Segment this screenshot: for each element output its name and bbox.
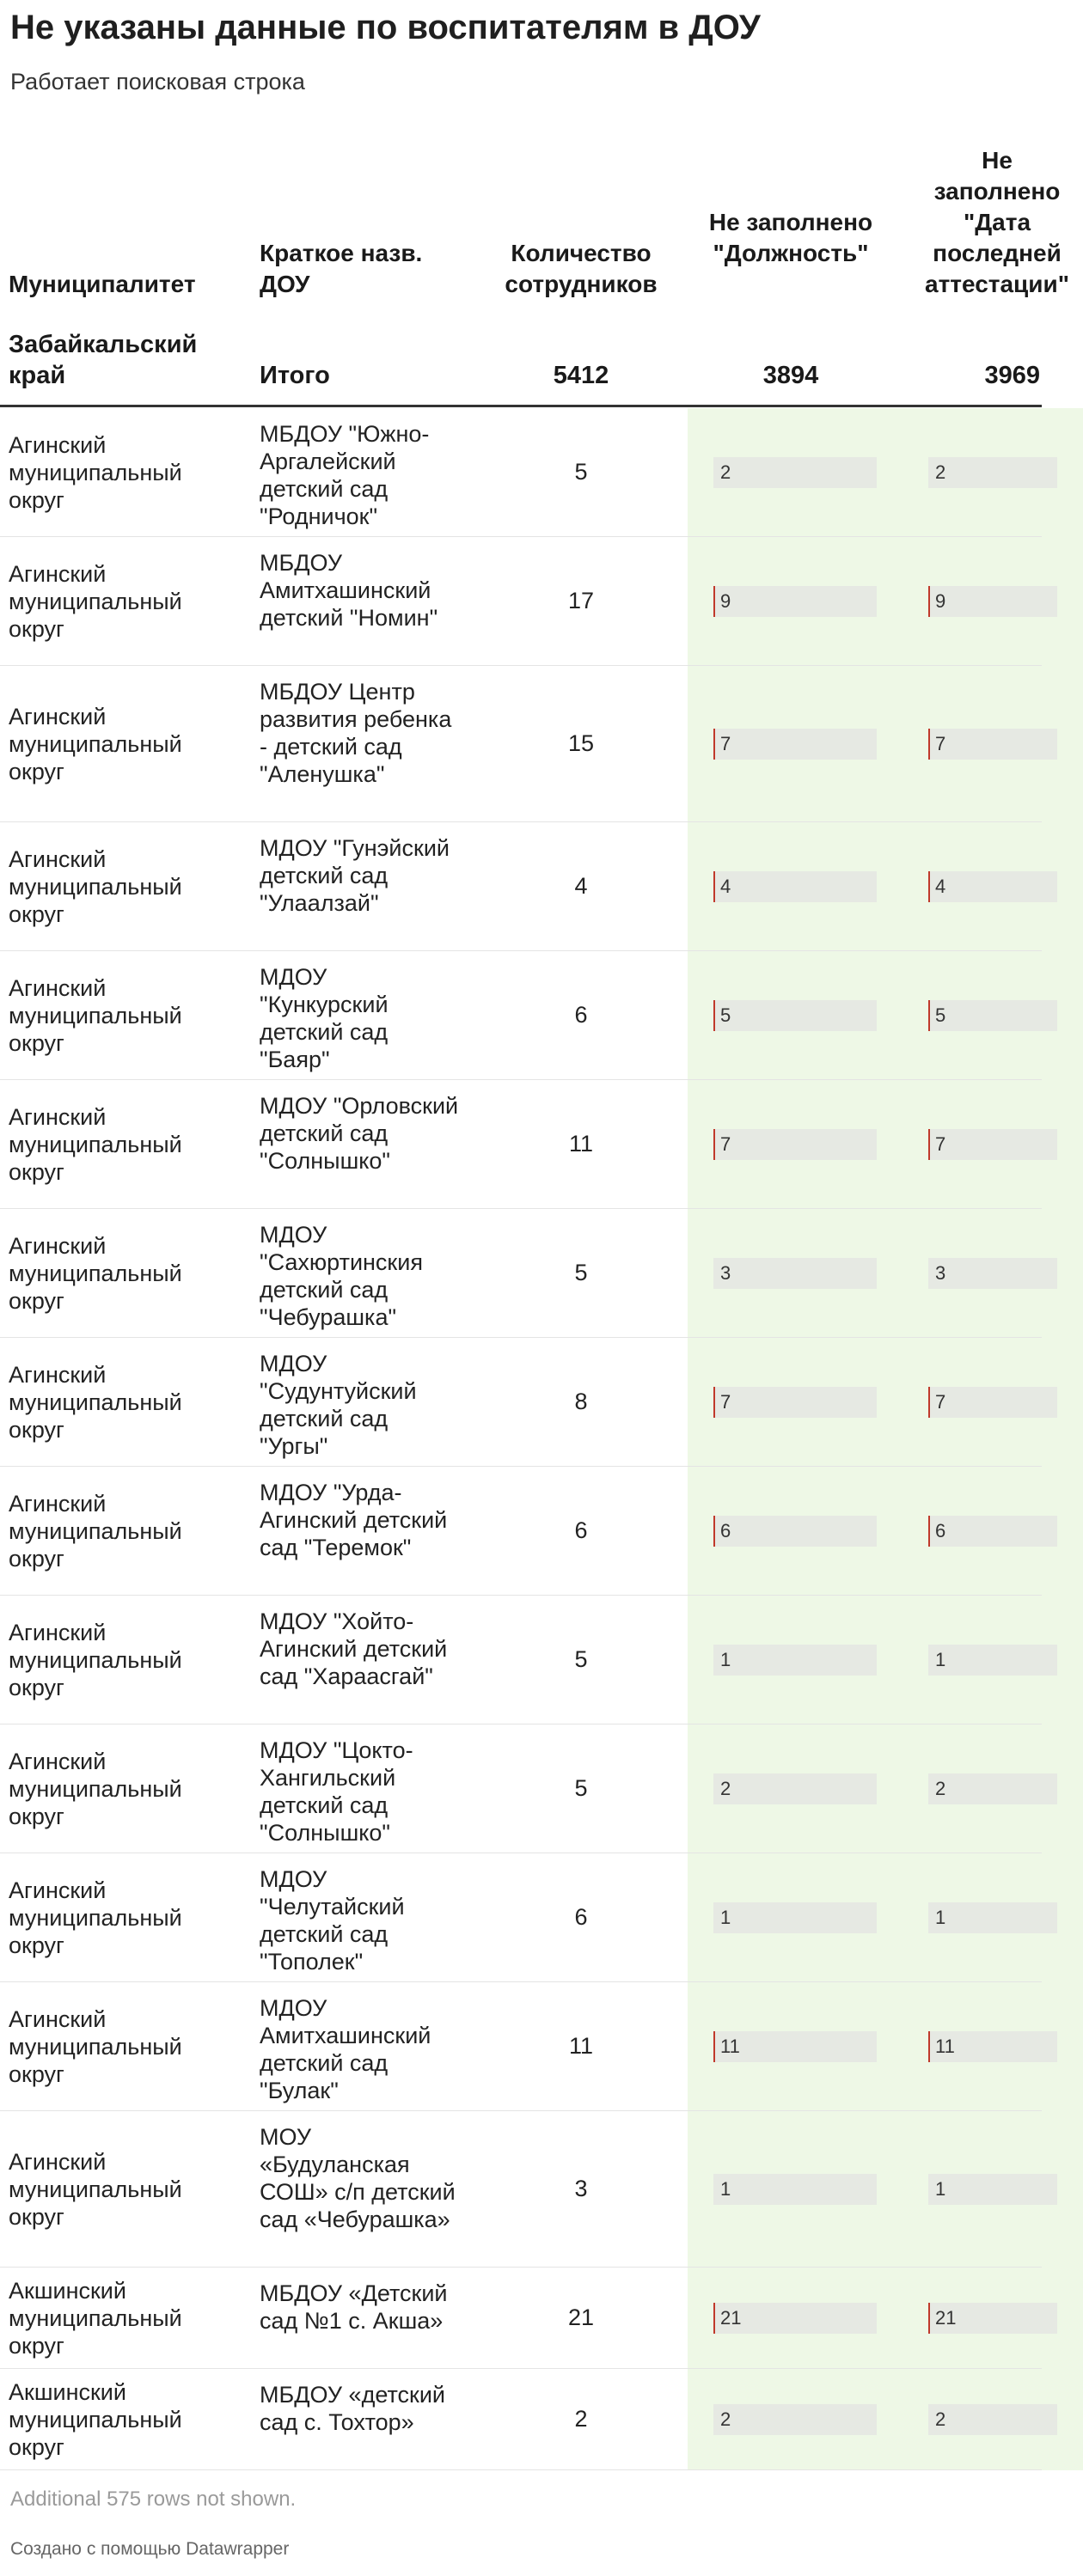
- bar-no-attestation: [928, 457, 1057, 488]
- bar-no-position: [713, 2303, 877, 2334]
- threshold-marker: [713, 729, 715, 760]
- cell-staff-count: 11: [568, 2033, 594, 2059]
- table-row: [0, 951, 1042, 1080]
- bar-no-attestation: [928, 586, 1057, 617]
- threshold-marker: [928, 2031, 930, 2062]
- bar-no-position: [713, 1000, 877, 1031]
- table-row: [0, 666, 1042, 822]
- col-header-staff[interactable]: Количество сотрудников: [505, 240, 658, 297]
- cell-municipality: Агинский муниципальный округ: [9, 704, 182, 784]
- bar-no-position: [713, 1773, 877, 1804]
- cell-dou-name: МБДОУ Амитхашинский детский "Номин": [260, 550, 438, 631]
- bar-no-position: [713, 1902, 877, 1933]
- threshold-marker: [713, 1000, 715, 1031]
- cell-dou-name: МДОУ "Сахюртинския детский сад "Чебурашка": [260, 1222, 423, 1330]
- bar-value: 5: [720, 1004, 731, 1026]
- table-row: [0, 2268, 1042, 2369]
- table-row: [0, 1338, 1042, 1467]
- cell-staff-count: 17: [567, 588, 595, 613]
- cell-staff-count: 2: [574, 2406, 588, 2432]
- totals-label: Итого: [260, 362, 330, 389]
- bar-value: 2: [720, 1778, 731, 1799]
- cell-dou-name: МДОУ Амитхашинский детский сад "Булак": [260, 1995, 431, 2103]
- bar-no-attestation: [928, 729, 1057, 760]
- bar-no-position: [713, 1387, 877, 1418]
- bar-value: 1: [720, 1649, 731, 1670]
- bar-value: 3: [935, 1262, 946, 1284]
- threshold-marker: [713, 1516, 715, 1547]
- threshold-marker: [928, 871, 930, 902]
- bar-value: 7: [720, 1133, 731, 1155]
- bar-value: 2: [935, 461, 946, 483]
- bar-no-position: [713, 1516, 877, 1547]
- bar-no-attestation: [928, 1258, 1057, 1289]
- cell-staff-count: 15: [567, 730, 595, 756]
- threshold-marker: [713, 871, 715, 902]
- bar-value: 4: [720, 876, 731, 897]
- threshold-marker: [713, 2031, 715, 2062]
- cell-dou-name: МДОУ "Челутайский детский сад "Тополек": [260, 1866, 405, 1975]
- bar-no-attestation: [928, 1516, 1057, 1547]
- bar-no-position: [713, 457, 877, 488]
- bar-value: 7: [935, 1391, 946, 1413]
- bar-value: 9: [935, 590, 946, 612]
- cell-dou-name: МДОУ "Хойто-Агинский детский сад "Хараасгай": [260, 1608, 448, 1689]
- bar-value: 7: [720, 733, 731, 754]
- bar-no-attestation: [928, 1773, 1057, 1804]
- threshold-marker: [713, 1129, 715, 1160]
- bar-no-attestation: [928, 2303, 1057, 2334]
- threshold-marker: [928, 729, 930, 760]
- bar-value: 2: [720, 2408, 731, 2430]
- table-row: [0, 2111, 1042, 2268]
- table-row: [0, 537, 1042, 666]
- cell-staff-count: 5: [574, 459, 588, 485]
- bar-no-position: [713, 2174, 877, 2205]
- bar-value: 2: [935, 1778, 946, 1799]
- cell-dou-name: МДОУ "Кункурский детский сад "Баяр": [260, 964, 389, 1072]
- totals-no-position: 3894: [762, 362, 819, 389]
- bar-no-position: [713, 729, 877, 760]
- cell-dou-name: МОУ «Будуланская СОШ» с/п детский сад «Чебурашка»: [260, 2124, 456, 2232]
- row-divider: [0, 2469, 1042, 2470]
- cell-staff-count: 4: [574, 873, 588, 899]
- bar-no-position: [713, 1645, 877, 1676]
- col-header-no-attestation[interactable]: Не заполнено "Дата последней аттестации": [925, 147, 1069, 297]
- bar-value: 1: [720, 1907, 731, 1928]
- cell-municipality: Агинский муниципальный округ: [9, 1877, 182, 1958]
- threshold-marker: [713, 586, 715, 617]
- bar-value: 6: [720, 1520, 731, 1541]
- bar-no-position: [713, 1129, 877, 1160]
- col-header-dou[interactable]: Краткое назв. ДОУ: [260, 240, 423, 297]
- bar-value: 7: [720, 1391, 731, 1413]
- rows-hidden-notice: Additional 575 rows not shown.: [10, 2487, 297, 2511]
- bar-no-attestation: [928, 2031, 1057, 2062]
- cell-dou-name: МДОУ "Судунтуйский детский сад "Ургы": [260, 1351, 417, 1459]
- cell-municipality: Агинский муниципальный округ: [9, 1362, 182, 1443]
- bar-no-attestation: [928, 2174, 1057, 2205]
- bar-value: 3: [720, 1262, 731, 1284]
- cell-staff-count: 5: [574, 1646, 588, 1672]
- cell-staff-count: 11: [568, 1131, 594, 1157]
- threshold-marker: [713, 2303, 715, 2334]
- cell-municipality: Агинский муниципальный округ: [9, 1104, 182, 1185]
- table-row: [0, 1080, 1042, 1209]
- table-row: [0, 2369, 1042, 2470]
- bar-value: 21: [720, 2307, 742, 2329]
- bar-no-attestation: [928, 1000, 1057, 1031]
- cell-dou-name: МДОУ "Урда-Агинский детский сад "Теремок": [260, 1480, 448, 1560]
- cell-municipality: Агинский муниципальный округ: [9, 1620, 182, 1700]
- bar-value: 2: [720, 461, 731, 483]
- cell-staff-count: 6: [574, 1002, 588, 1028]
- bar-value: 1: [935, 1649, 946, 1670]
- col-header-no-position[interactable]: Не заполнено "Должность": [708, 209, 873, 266]
- table-row: [0, 1596, 1042, 1724]
- cell-municipality: Агинский муниципальный округ: [9, 975, 182, 1056]
- totals-region: Забайкальский край: [9, 331, 198, 389]
- threshold-marker: [928, 1516, 930, 1547]
- threshold-marker: [928, 1000, 930, 1031]
- chart-title: Не указаны данные по воспитателям в ДОУ: [10, 9, 761, 46]
- table-row: [0, 1853, 1042, 1982]
- cell-municipality: Акшинский муниципальный округ: [9, 2278, 182, 2359]
- threshold-marker: [713, 1387, 715, 1418]
- cell-dou-name: МДОУ "Гунэйский детский сад "Улаалзай": [260, 835, 450, 916]
- threshold-marker: [928, 1387, 930, 1418]
- bar-no-position: [713, 2404, 877, 2435]
- table-row: [0, 1467, 1042, 1596]
- cell-dou-name: МДОУ "Цокто-Хангильский детский сад "Солнышко": [260, 1737, 413, 1846]
- cell-staff-count: 21: [567, 2304, 595, 2330]
- bar-no-position: [713, 2031, 877, 2062]
- bar-value: 11: [720, 2036, 740, 2057]
- bar-value: 1: [720, 2178, 731, 2200]
- bar-value: 21: [935, 2307, 957, 2329]
- cell-municipality: Агинский муниципальный округ: [9, 561, 182, 642]
- bar-value: 5: [935, 1004, 946, 1026]
- bar-value: 2: [935, 2408, 946, 2430]
- threshold-marker: [928, 1129, 930, 1160]
- bar-no-attestation: [928, 871, 1057, 902]
- cell-dou-name: МБДОУ «Детский сад №1 с. Акша»: [260, 2280, 448, 2334]
- cell-staff-count: 6: [574, 1904, 588, 1930]
- bar-value: 1: [935, 2178, 946, 2200]
- cell-municipality: Агинский муниципальный округ: [9, 2006, 182, 2087]
- table-row: [0, 1724, 1042, 1853]
- bar-no-attestation: [928, 1645, 1057, 1676]
- totals-staff: 5412: [553, 362, 609, 389]
- header-divider: [0, 405, 1042, 407]
- bar-value: 9: [720, 590, 731, 612]
- table-row: [0, 1209, 1042, 1338]
- cell-dou-name: МБДОУ Центр развития ребенка - детский сад "Аленушка": [260, 679, 452, 787]
- table-row: [0, 1982, 1042, 2111]
- bar-no-attestation: [928, 1902, 1057, 1933]
- threshold-marker: [928, 2303, 930, 2334]
- cell-dou-name: МБДОУ «детский сад с. Тохтор»: [260, 2382, 445, 2435]
- cell-staff-count: 5: [574, 1260, 588, 1285]
- bar-no-attestation: [928, 2404, 1057, 2435]
- datawrapper-credit[interactable]: Создано с помощью Datawrapper: [10, 2539, 290, 2559]
- bar-value: 11: [935, 2036, 955, 2057]
- chart-subtitle: Работает поисковая строка: [10, 69, 305, 95]
- col-header-municipality[interactable]: Муниципалитет: [9, 271, 196, 297]
- cell-municipality: Агинский муниципальный округ: [9, 432, 182, 513]
- cell-dou-name: МДОУ "Орловский детский сад "Солнышко": [260, 1093, 459, 1174]
- threshold-marker: [928, 586, 930, 617]
- cell-municipality: Агинский муниципальный округ: [9, 846, 182, 927]
- cell-municipality: Акшинский муниципальный округ: [9, 2379, 182, 2460]
- bar-no-position: [713, 586, 877, 617]
- table-row: [0, 408, 1042, 537]
- totals-no-attestation: 3969: [984, 362, 1040, 389]
- bar-value: 6: [935, 1520, 946, 1541]
- cell-staff-count: 5: [574, 1775, 588, 1801]
- cell-staff-count: 6: [574, 1517, 588, 1543]
- cell-staff-count: 8: [574, 1389, 588, 1414]
- cell-municipality: Агинский муниципальный округ: [9, 2149, 182, 2230]
- cell-municipality: Агинский муниципальный округ: [9, 1491, 182, 1572]
- bar-value: 7: [935, 733, 946, 754]
- bar-no-attestation: [928, 1387, 1057, 1418]
- cell-municipality: Агинский муниципальный округ: [9, 1233, 182, 1314]
- bar-no-attestation: [928, 1129, 1057, 1160]
- cell-dou-name: МБДОУ "Южно-Аргалейский детский сад "Родничок": [260, 421, 430, 529]
- cell-municipality: Агинский муниципальный округ: [9, 1749, 182, 1829]
- bar-no-position: [713, 1258, 877, 1289]
- bar-value: 4: [935, 876, 946, 897]
- bar-value: 7: [935, 1133, 946, 1155]
- bar-value: 1: [935, 1907, 946, 1928]
- cell-staff-count: 3: [574, 2176, 588, 2201]
- table-row: [0, 822, 1042, 951]
- bar-no-position: [713, 871, 877, 902]
